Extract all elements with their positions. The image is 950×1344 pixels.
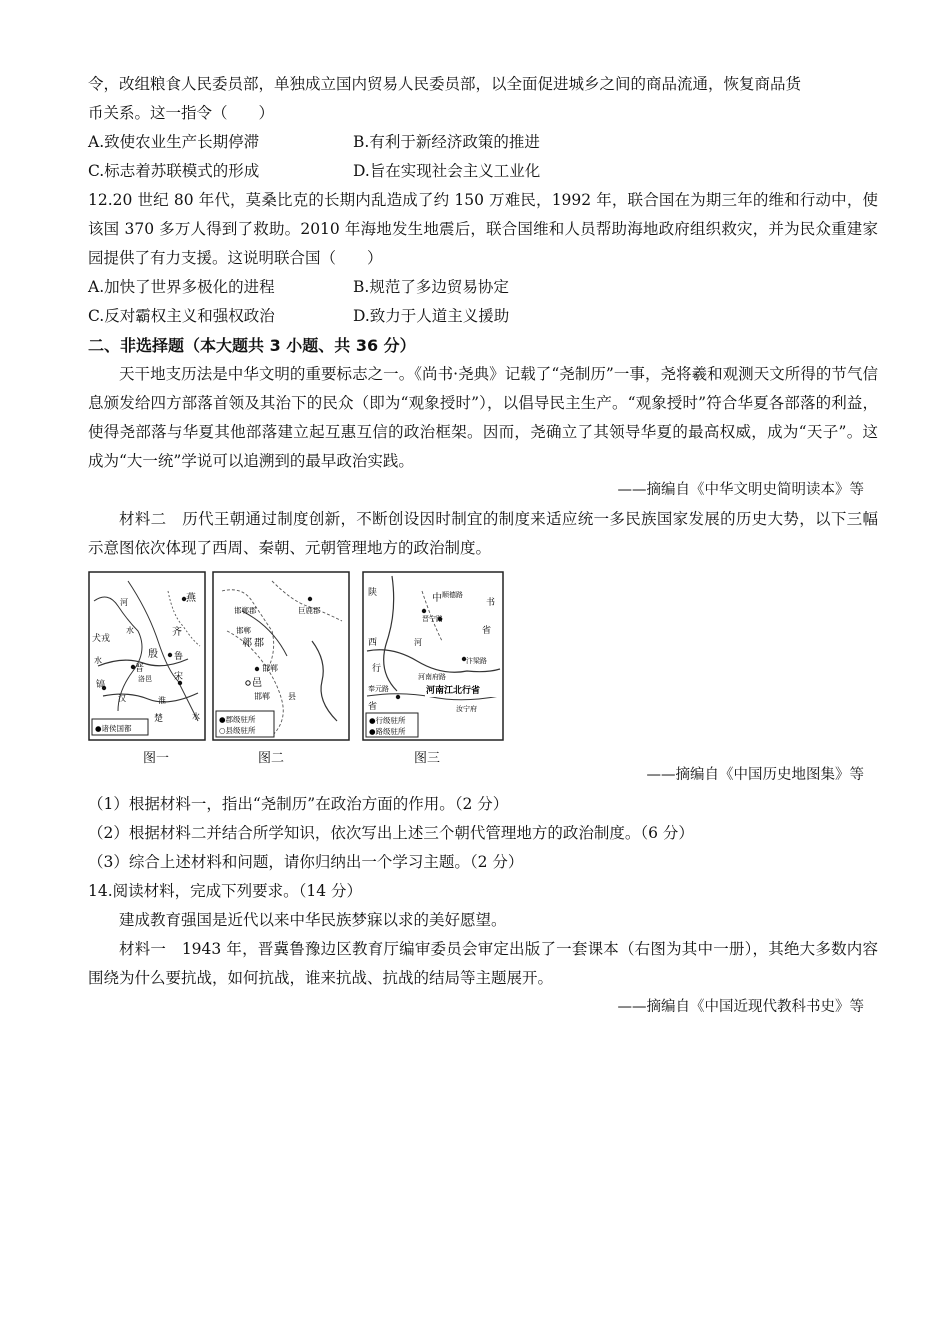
fig2-label-5: 邯郸 (262, 664, 278, 673)
fig1-label-2: 犬戎 (92, 634, 111, 644)
fig3-label-8: 行 (372, 664, 382, 674)
q12-option-a[interactable]: A.加快了世界多极化的进程 (88, 278, 275, 296)
fig2-caption: 图二 (258, 751, 285, 766)
q11-options-row2 (88, 157, 878, 186)
q12-option-c[interactable]: C.反对霸权主义和强权政治 (88, 307, 275, 325)
q14-source1: ——摘编自《中国近现代教科书史》等 (617, 999, 864, 1015)
fig3-label-10: 河南府路 (418, 673, 446, 681)
q11-options-row1 (88, 128, 878, 157)
fig2-label-6: 邑 (252, 678, 262, 689)
q11-stem-line2: 币关系。这一指令（ ） (88, 104, 275, 122)
fig3-label-6: 省 (482, 626, 492, 636)
q12-option-d[interactable]: D.致力于人道主义援助 (353, 307, 510, 325)
fig3-label-13: 省 (368, 702, 378, 712)
q12-option-b[interactable]: B.规范了多边贸易协定 (353, 278, 509, 296)
fig3-caption: 图三 (414, 751, 441, 766)
fig1-caption: 图一 (143, 751, 170, 766)
fig3-legend1: ●行级驻所 (369, 716, 406, 725)
q13-material1: 天干地支历法是中华文明的重要标志之一。《尚书·尧典》记载了“尧制历”一事，尧将羲和观测天文所得的节气信息颁发给四方部落首领及其治下的民众（即为“观象授时”），以倡导民主生产。“观象授时”符合华夏各部落的利益，使得尧部落与华夏其他部落建立起互惠互信的政治框架。因而，尧确立了其领导华夏的最高权威，成为“天子”。这成为“大一统”学说可以追溯到的最早政治实践。 (88, 365, 878, 470)
fig1-label-3: 水 (126, 626, 134, 635)
fig1-label-14: 楚 (154, 714, 164, 724)
fig2-label-0: 邯郸郡 (234, 606, 257, 615)
fig1-label-6: 水 (94, 656, 102, 665)
exam-page (88, 70, 878, 1022)
fig1-label-13: 淮 (158, 696, 166, 705)
fig1-label-7: 晋 (135, 664, 145, 674)
q12-stem: 12.20 世纪 80 年代，莫桑比克的长期内乱造成了约 150 万难民，1992 年，联合国在为期三年的维和行动中，使该国 370 多万人得到了救助。2010 年海地发生地震后，联合国维和人员帮助海地政府组织救灾，并为民众重建家园提供了有力支援。这说明联合国（ ） (88, 191, 878, 267)
fig3-label-4: 晋宁路 (422, 615, 443, 623)
fig1-label-11: 宋 (174, 672, 184, 682)
map-yuan-dynasty (362, 571, 504, 741)
fig3-label-11: 奉元路 (368, 685, 389, 693)
q13-maps (88, 571, 878, 766)
section2-heading: 二、非选择题（本大题共 3 小题、共 36 分） (88, 336, 416, 355)
fig1-label-5: 齐 (172, 627, 182, 638)
fig2-label-3: 鄣 (242, 638, 252, 649)
map-qin-dynasty (212, 571, 350, 741)
fig1-label-10: 洛邑 (138, 675, 152, 683)
q13-source2: ——摘编自《中国历史地图集》等 (646, 767, 864, 783)
q13-question-2: （2）根据材料二并结合所学知识，依次写出上述三个朝代管理地方的政治制度。（6 分） (88, 824, 694, 842)
q12-options-row1 (88, 273, 878, 302)
fig2-label-7: 邯郸 (254, 692, 270, 701)
fig3-label-9: 汴梁路 (466, 657, 487, 665)
q11-option-d[interactable]: D.旨在实现社会主义工业化 (353, 162, 541, 180)
fig3-label-7: 河 (414, 638, 422, 647)
fig3-label-3: 书 (486, 598, 496, 608)
q13-question-3: （3）综合上述材料和问题，请你归纳出一个学习主题。（2 分） (88, 853, 524, 871)
fig3-label-0: 陕 (368, 588, 378, 598)
fig3-label-12: 河南江北行省 (426, 686, 481, 696)
fig3-label-5: 西 (368, 638, 378, 648)
fig1-label-9: 镐 (96, 680, 106, 690)
fig1-label-4: 殷 (148, 649, 158, 660)
fig3-label-2: 顺德路 (442, 591, 463, 599)
fig3-label-1: 中 (432, 593, 442, 604)
fig1-label-12: 汉 (118, 694, 126, 703)
q11-option-b[interactable]: B.有利于新经济政策的推进 (353, 133, 540, 151)
q14-intro: 建成教育强国是近代以来中华民族梦寐以求的美好愿望。 (119, 911, 507, 929)
fig1-label-1: 河 (120, 598, 128, 607)
q14-stem: 14.阅读材料，完成下列要求。（14 分） (88, 882, 363, 900)
fig1-label-8: 鲁 (174, 652, 184, 662)
q13-material2: 材料二 历代王朝通过制度创新，不断创设因时制宜的制度来适应统一多民族国家发展的历史大势，以下三幅示意图依次体现了西周、秦朝、元朝管理地方的政治制度。 (88, 510, 878, 557)
fig1-legend: ●诸侯国都 (95, 724, 132, 733)
fig3-label-14: 汝宁府 (456, 705, 477, 713)
fig2-label-1: 巨鹿郡 (298, 606, 321, 615)
q11-stem-line1: 令，改组粮食人民委员部，单独成立国内贸易人民委员部，以全面促进城乡之间的商品流通，恢复商品货 (88, 75, 802, 93)
fig2-label-2: 邯郸 (236, 626, 251, 635)
q11-option-a[interactable]: A.致使农业生产长期停滞 (88, 133, 260, 151)
fig2-label-8: 县 (288, 692, 296, 701)
q14-material1: 材料一 1943 年，晋冀鲁豫边区教育厅编审委员会审定出版了一套课本（右图为其中一册），其绝大多数内容围绕为什么要抗战，如何抗战，谁来抗战、抗战的结局等主题展开。 (88, 940, 878, 987)
q13-question-1: （1）根据材料一，指出“尧制历”在政治方面的作用。（2 分） (88, 795, 509, 813)
q11-option-c[interactable]: C.标志着苏联模式的形成 (88, 162, 260, 180)
fig2-legend2: ○县级驻所 (219, 726, 256, 735)
fig1-label-15: 水 (192, 712, 200, 721)
q13-source1: ——摘编自《中华文明史简明读本》等 (617, 482, 864, 498)
map-western-zhou (88, 571, 206, 741)
fig2-label-4: 郡 (254, 638, 264, 649)
fig3-legend2: ●路级驻所 (369, 727, 406, 736)
fig1-label-0: 燕 (186, 593, 196, 604)
q12-options-row2 (88, 302, 878, 331)
fig2-legend1: ●郡级驻所 (219, 715, 256, 724)
